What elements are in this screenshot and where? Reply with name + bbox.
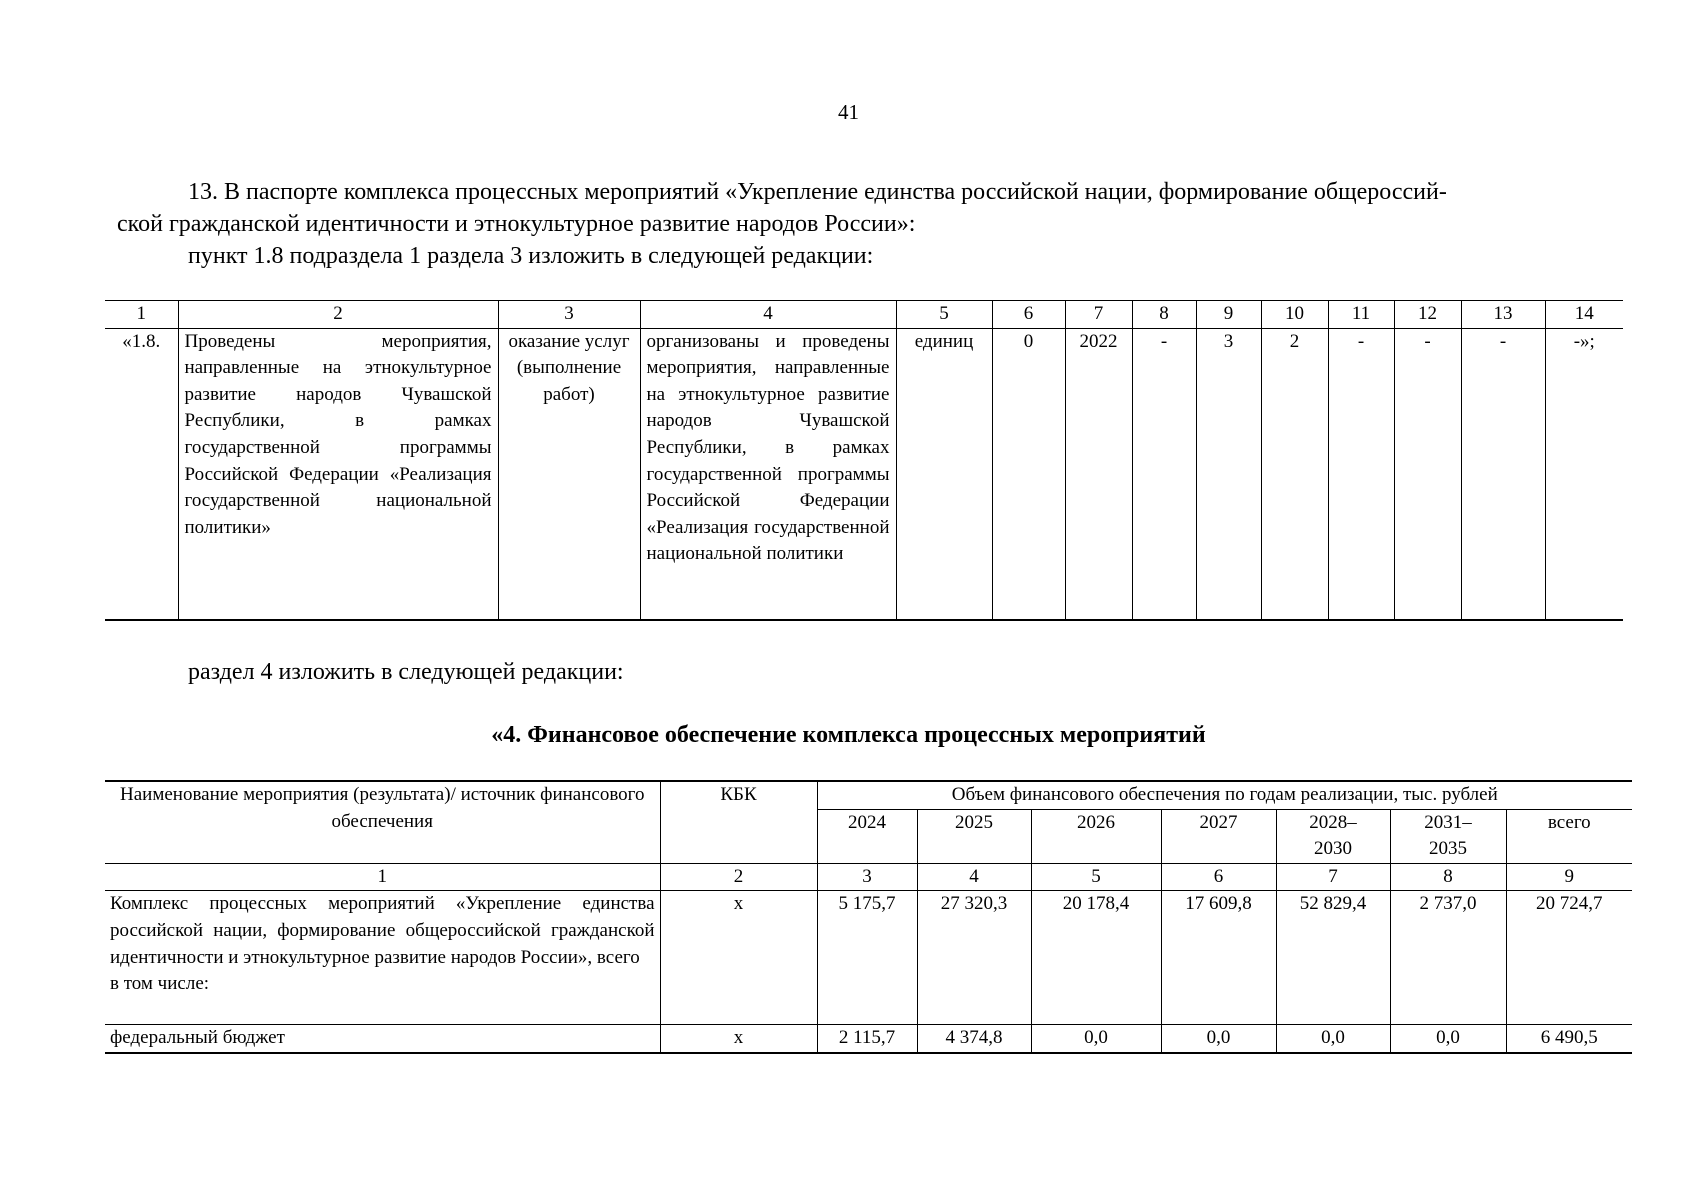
page-number: 41 [838, 100, 859, 124]
event-characteristic: организованы и проведены мероприятия, направленные на этнокультурное развитие народов Чувашской Республики, в рамках государственной программы Российской Федерации «Реализация государственной национальной политики [640, 328, 896, 620]
header-volume: Объем финансового обеспечения по годам реализации, тыс. рублей [817, 781, 1632, 809]
column-number: 5 [1031, 863, 1161, 891]
amount-2025: 27 320,3 [917, 891, 1031, 1025]
table-row [105, 891, 1632, 1025]
column-number: 9 [1196, 301, 1261, 329]
amount-2031-2035: 2 737,0 [1390, 891, 1506, 1025]
table-row [105, 1025, 1632, 1053]
value-cell: - [1132, 328, 1196, 620]
year-header: 2024 [817, 809, 917, 863]
intro-paragraph-line2: ской гражданской идентичности и этнокультурное развитие народов России»: [117, 211, 916, 237]
amount-2025: 4 374,8 [917, 1025, 1031, 1053]
value-cell: -»; [1545, 328, 1623, 620]
year-header: 2031–2035 [1390, 809, 1506, 863]
year-header: 2028–2030 [1276, 809, 1390, 863]
column-number: 4 [640, 301, 896, 329]
column-number: 14 [1545, 301, 1623, 329]
section-heading: «4. Финансовое обеспечение комплекса процессных мероприятий [491, 722, 1206, 748]
value-cell: 2 [1261, 328, 1328, 620]
financing-table [105, 780, 1632, 1054]
column-number: 6 [1161, 863, 1276, 891]
event-name: Проведены мероприятия, направленные на этнокультурное развитие народов Чувашской Республики, в рамках государственной программы Российской Федерации «Реализация государственной национальной политики» [178, 328, 498, 620]
table-header-row [105, 301, 1623, 329]
program-name-tail: в том числе: [110, 973, 210, 995]
column-number: 2 [660, 863, 817, 891]
amount-2027: 17 609,8 [1161, 891, 1276, 1025]
column-number: 7 [1276, 863, 1390, 891]
value-cell: - [1461, 328, 1545, 620]
amount-total: 20 724,7 [1506, 891, 1632, 1025]
program-name-cell [105, 891, 660, 1025]
indicators-table [105, 300, 1623, 621]
column-number: 11 [1328, 301, 1394, 329]
column-number: 10 [1261, 301, 1328, 329]
value-cell: - [1328, 328, 1394, 620]
base-value: 0 [992, 328, 1065, 620]
column-number: 3 [817, 863, 917, 891]
column-number: 5 [896, 301, 992, 329]
event-type: оказание услуг (выполнение работ) [498, 328, 640, 620]
header-name: Наименование мероприятия (результата)/ источник финансового обеспечения [105, 781, 660, 863]
column-number: 4 [917, 863, 1031, 891]
year-header: 2027 [1161, 809, 1276, 863]
column-number: 1 [105, 863, 660, 891]
amount-2024: 2 115,7 [817, 1025, 917, 1053]
program-name: Комплекс процессных мероприятий «Укрепление единства российской нации, формирование общероссийской гражданской идентичности и этнокультурное развитие народов России», всего [110, 893, 655, 968]
amount-2027: 0,0 [1161, 1025, 1276, 1053]
section-instruction: раздел 4 изложить в следующей редакции: [188, 659, 624, 685]
funding-source: федеральный бюджет [105, 1025, 660, 1053]
table-header-row [105, 781, 1632, 809]
kbk-value: х [660, 891, 817, 1025]
intro-paragraph-line1: 13. В паспорте комплекса процессных мероприятий «Укрепление единства российской нации, формирование общероссий- [188, 179, 1447, 205]
table-row [105, 328, 1623, 620]
column-number: 6 [992, 301, 1065, 329]
header-kbk: КБК [660, 781, 817, 863]
amount-total: 6 490,5 [1506, 1025, 1632, 1053]
value-cell: 3 [1196, 328, 1261, 620]
amount-2026: 0,0 [1031, 1025, 1161, 1053]
kbk-value: х [660, 1025, 817, 1053]
value-cell: - [1394, 328, 1461, 620]
year-header: 2026 [1031, 809, 1161, 863]
year-header: всего [1506, 809, 1632, 863]
year-header: 2025 [917, 809, 1031, 863]
row-number: «1.8. [105, 328, 178, 620]
column-number: 12 [1394, 301, 1461, 329]
column-number: 8 [1132, 301, 1196, 329]
unit-of-measure: единиц [896, 328, 992, 620]
amount-2028-2030: 52 829,4 [1276, 891, 1390, 1025]
amount-2024: 5 175,7 [817, 891, 917, 1025]
instruction-paragraph: пункт 1.8 подраздела 1 раздела 3 изложить в следующей редакции: [188, 243, 874, 269]
column-number-row [105, 863, 1632, 891]
base-year: 2022 [1065, 328, 1132, 620]
amount-2031-2035: 0,0 [1390, 1025, 1506, 1053]
column-number: 13 [1461, 301, 1545, 329]
column-number: 2 [178, 301, 498, 329]
amount-2028-2030: 0,0 [1276, 1025, 1390, 1053]
column-number: 9 [1506, 863, 1632, 891]
column-number: 8 [1390, 863, 1506, 891]
column-number: 1 [105, 301, 178, 329]
amount-2026: 20 178,4 [1031, 891, 1161, 1025]
column-number: 7 [1065, 301, 1132, 329]
column-number: 3 [498, 301, 640, 329]
